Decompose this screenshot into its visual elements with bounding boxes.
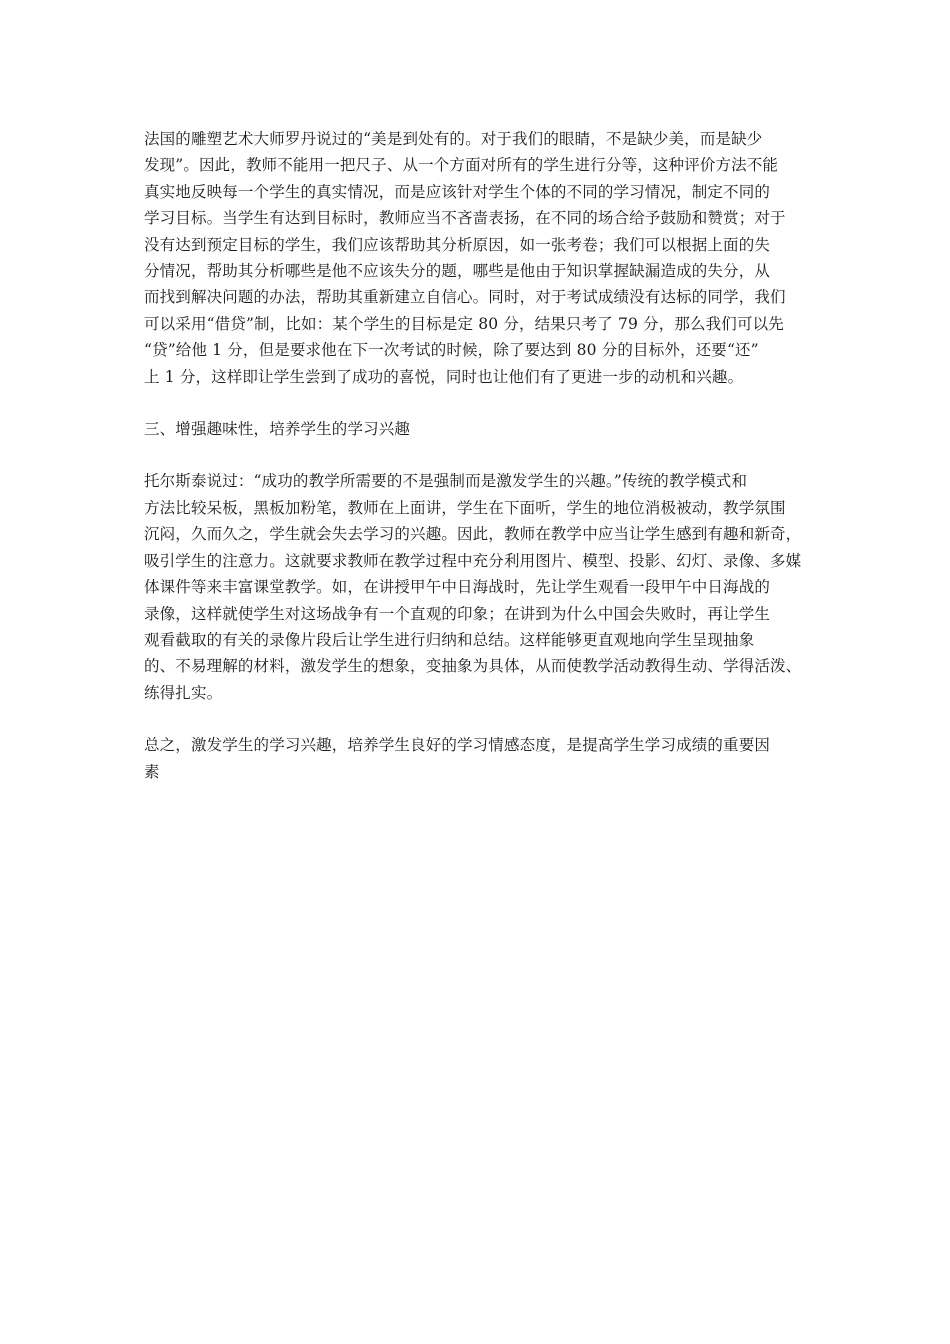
text-line: 沉闷，久而久之，学生就会失去学习的兴趣。因此，教师在教学中应当让学生感到有趣和新奇， [144, 525, 802, 544]
text-line: 发现”。因此，教师不能用一把尺子、从一个方面对所有的学生进行分等，这种评价方法不能 [144, 156, 779, 175]
text-line: 体课件等来丰富课堂教学。如，在讲授甲午中日海战时，先让学生观看一段甲午中日海战的 [144, 578, 771, 597]
text-line: 托尔斯泰说过：“成功的教学所需要的不是强制而是激发学生的兴趣。”传统的教学模式和 [144, 472, 748, 491]
text-line: 的、不易理解的材料，激发学生的想象，变抽象为具体，从而使教学活动教得生动、学得活泼、 [144, 657, 802, 676]
text-line: 学习目标。当学生有达到目标时，教师应当不吝啬表扬，在不同的场合给予鼓励和赞赏；对于 [144, 209, 786, 228]
text-line: “贷”给他 1 分，但是要求他在下一次考试的时候，除了要达到 80 分的目标外，还要“还” [144, 341, 759, 360]
text-line: 没有达到预定目标的学生，我们应该帮助其分析原因，如一张考卷；我们可以根据上面的失 [144, 235, 771, 254]
text-line: 吸引学生的注意力。这就要求教师在教学过程中充分利用图片、模型、投影、幻灯、录像、多媒 [144, 551, 802, 570]
text-line: 录像，这样就使学生对这场战争有一个直观的印象；在讲到为什么中国会失败时，再让学生 [144, 604, 771, 623]
text-line: 练得扎实。 [144, 683, 223, 702]
paragraph-conclusion [144, 732, 808, 785]
text-line: 而找到解决问题的办法，帮助其重新建立自信心。同时，对于考试成绩没有达标的同学，我们 [144, 288, 786, 307]
text-line: 上 1 分，这样即让学生尝到了成功的喜悦，同时也让他们有了更进一步的动机和兴趣。 [144, 367, 744, 386]
text-line: 总之，激发学生的学习兴趣，培养学生良好的学习情感态度，是提高学生学习成绩的重要因 [144, 736, 771, 755]
text-line: 方法比较呆板，黑板加粉笔，教师在上面讲，学生在下面听，学生的地位消极被动，教学氛围 [144, 498, 786, 517]
text-line: 法国的雕塑艺术大师罗丹说过的“美是到处有的。对于我们的眼睛，不是缺少美，而是缺少 [144, 130, 763, 148]
text-line: 素 [144, 762, 160, 781]
text-line: 分情况，帮助其分析哪些是他不应该失分的题，哪些是他由于知识掌握缺漏造成的失分，从 [144, 262, 771, 281]
paragraph-tolstoy [144, 468, 808, 706]
heading-text: 三、增强趣味性，培养学生的学习兴趣 [144, 420, 411, 439]
text-line: 观看截取的有关的录像片段后让学生进行归纳和总结。这样能够更直观地向学生呈现抽象 [144, 630, 755, 649]
paragraph-rodin [144, 126, 808, 390]
document-body [144, 126, 808, 811]
text-line: 可以采用“借贷”制，比如：某个学生的目标是定 80 分，结果只考了 79 分，那么我们可以先 [144, 314, 784, 333]
section-heading [144, 416, 808, 442]
text-line: 真实地反映每一个学生的真实情况，而是应该针对学生个体的不同的学习情况，制定不同的 [144, 182, 771, 201]
